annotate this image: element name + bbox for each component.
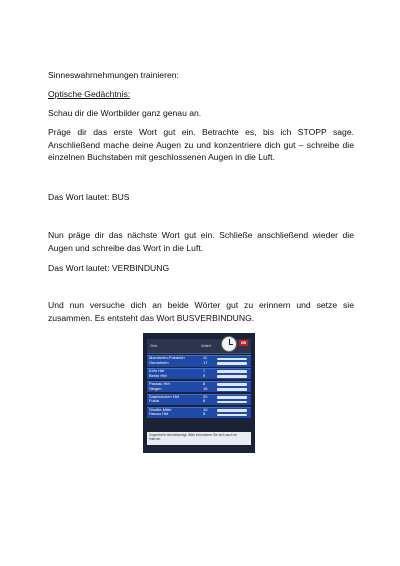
board-row <box>147 381 251 393</box>
departure-board-photo <box>143 333 255 453</box>
board-row-info <box>217 409 247 412</box>
clock-icon <box>221 336 237 352</box>
board-row-info <box>217 358 247 361</box>
board-row-info <box>217 388 247 391</box>
board-row-info <box>217 362 247 365</box>
board-row <box>147 355 251 367</box>
board-row-destination: Mannheim-Friedrich Gernsheim <box>149 355 185 365</box>
board-row-time: 7 9 <box>203 367 206 378</box>
board-row <box>147 368 251 380</box>
board-row-info <box>217 383 247 386</box>
paragraph-combine: Und nun versuche dich an beide Wörter gut zu erinnern und setze sie zusammen. Es entsteht das Wort BUSVERBINDUNG. <box>48 300 354 323</box>
db-logo: DB <box>240 341 247 345</box>
board-header-gleis: Gleis <box>150 344 158 348</box>
board-row-time: 8 16 <box>203 380 208 391</box>
paragraph-word-bus: Das Wort lautet: BUS <box>48 192 130 202</box>
board-row-destination: Saarbrücken Hbf Fulda <box>149 393 180 404</box>
board-row-destination: Shuttle-Mitte Hanau Hbf <box>149 406 172 417</box>
board-header-abfahrt: Abfahrt <box>201 344 212 348</box>
paragraph-first-word: Präge dir das erste Wort gut ein. Betrachte es, bis ich STOPP sage. Anschließend mache deine Augen zu und konzentriere dich gut – schreibe die einzelnen Buchstaben mit geschlossenen Augen in die Luft. <box>48 127 354 163</box>
board-row-time: 10 5 <box>203 406 208 417</box>
board-row-destination: Passau Hbf Siegen <box>149 380 170 391</box>
paragraph-word-verbindung: Das Wort lautet: VERBINDUNG <box>48 263 170 273</box>
board-row <box>147 394 251 406</box>
board-row-info <box>217 370 247 373</box>
board-row-info <box>217 396 247 399</box>
board-row-time: 20 8 <box>203 393 208 404</box>
board-row-info <box>217 375 247 378</box>
board-row-time: 11 17 <box>203 355 208 365</box>
board-row-destination: Köln Hbf Berlin Hbf <box>149 367 167 378</box>
board-row-info <box>217 414 247 417</box>
paragraph-instruction: Schau dir die Wortbilder ganz genau an. <box>48 108 202 118</box>
board-row-info <box>217 401 247 404</box>
board-notice: Zugverkehr beeinträchtigt. Bitte informieren Sie sich auch im Internet. <box>147 432 251 445</box>
board-row <box>147 407 251 419</box>
board-rows <box>147 355 251 419</box>
paragraph-next-word: Nun präge dir das nächste Wort gut ein. Schließe anschließend wieder die Augen und schreibe das Wort in die Luft. <box>48 230 354 253</box>
document-subheading: Optische Gedächtnis: <box>48 89 131 99</box>
document-heading: Sinneswahrnehmungen trainieren: <box>48 70 179 80</box>
